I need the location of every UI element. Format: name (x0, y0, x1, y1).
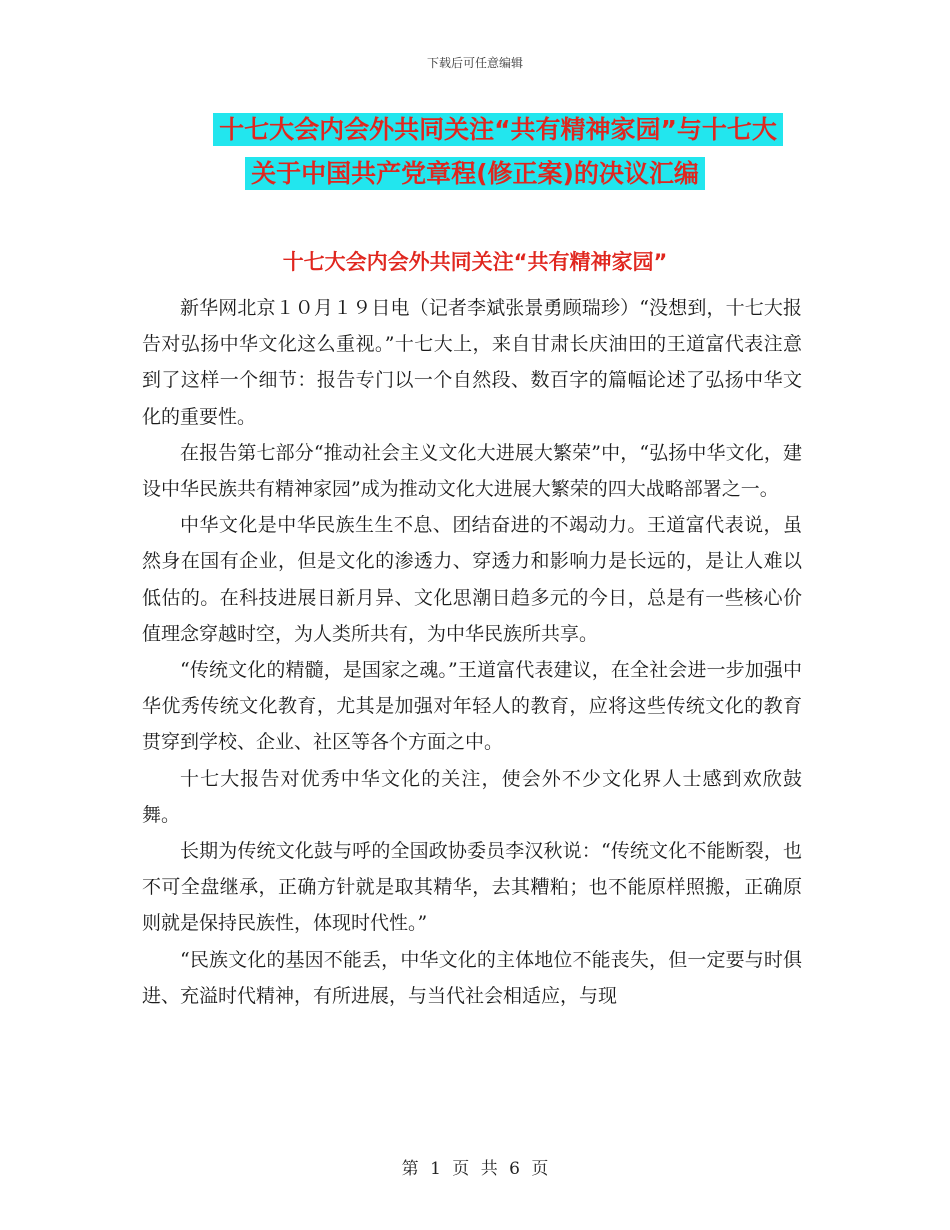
paragraph: 中华文化是中华民族生生不息、团结奋进的不竭动力。王道富代表说，虽然身在国有企业，但是文化的渗透力、穿透力和影响力是长远的，是让人难以低估的。在科技进展日新月异、文化思潮日趋多元的今日，总是有一些核心价值理念穿越时空，为人类所共有，为中华民族所共享。 (142, 514, 802, 645)
document-title-line-2 (0, 156, 950, 192)
section-title: 十七大会内会外共同关注“共有精神家园” (282, 250, 668, 274)
article-body (142, 290, 802, 1014)
document-title-text-1: 十七大会内会外共同关注“共有精神家园”与十七大 (213, 113, 783, 146)
paragraph: 长期为传统文化鼓与呼的全国政协委员李汉秋说：“传统文化不能断裂，也不可全盘继承，正确方针就是取其精华，去其糟粕；也不能原样照搬，正确原则就是保持民族性，体现时代性。” (142, 840, 802, 935)
page-footer: 第 1 页 共 6 页 (401, 1159, 549, 1179)
document-title-text-2: 关于中国共产党章程(修正案)的决议汇编 (245, 157, 705, 190)
paragraph: 在报告第七部分“推动社会主义文化大进展大繁荣”中，“弘扬中华文化，建设中华民族共有精神家园”成为推动文化大进展大繁荣的四大战略部署之一。 (142, 441, 802, 501)
paragraph: “传统文化的精髓，是国家之魂。”王道富代表建议，在全社会进一步加强中华优秀传统文化教育，尤其是加强对年轻人的教育，应将这些传统文化的教育贯穿到学校、企业、社区等各个方面之中。 (142, 659, 802, 754)
header-note: 下载后可任意编辑 (426, 56, 523, 70)
paragraph: 新华网北京１０月１９日电（记者李斌张景勇顾瑞珍）“没想到，十七大报告对弘扬中华文化这么重视。”十七大上，来自甘肃长庆油田的王道富代表注意到了这样一个细节：报告专门以一个自然段、数百字的篇幅论述了弘扬中华文化的重要性。 (142, 297, 802, 428)
paragraph: “民族文化的基因不能丢，中华文化的主体地位不能丧失，但一定要与时俱进、充溢时代精神，有所进展，与当代社会相适应，与现 (142, 948, 802, 1007)
paragraph: 十七大报告对优秀中华文化的关注，使会外不少文化界人士感到欢欣鼓舞。 (142, 767, 802, 826)
document-title-line-1 (0, 112, 950, 148)
